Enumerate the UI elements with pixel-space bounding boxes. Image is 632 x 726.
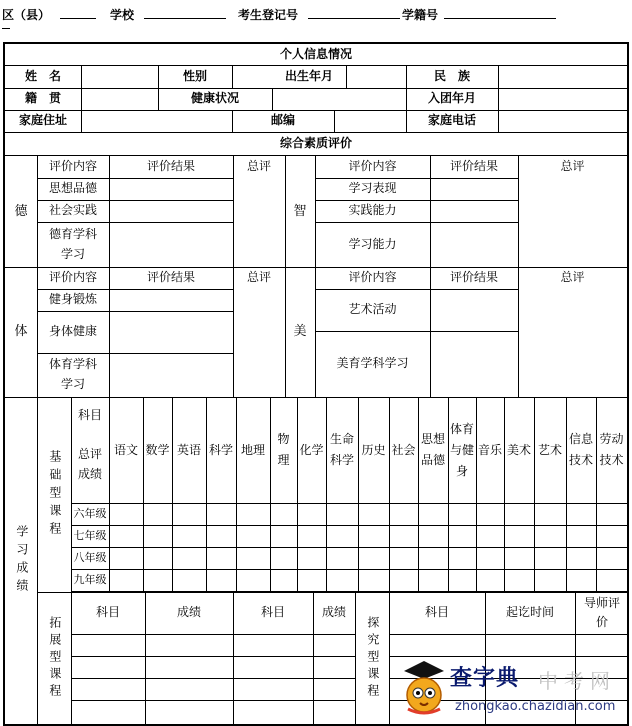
intellect-item: 学习能力: [348, 236, 397, 251]
intellect-col-content: 评价内容: [348, 159, 397, 174]
grid-hline: [71, 678, 355, 679]
postcode-label: 邮编: [270, 113, 295, 128]
aesthetic-item: 美育学科学习: [336, 356, 409, 371]
physical-col-overall: 总评: [246, 270, 271, 285]
subject-header-cell: 劳动技术: [599, 432, 624, 467]
district-blank[interactable]: [60, 18, 96, 19]
ethnicity-label: 民 族: [433, 69, 470, 84]
birth-label: 出生年月: [284, 69, 333, 84]
grade-label: 九年级: [73, 572, 107, 586]
ext-subject-header: 科目: [95, 605, 120, 620]
grid-vline: [232, 65, 233, 88]
aesthetic-label: 美: [293, 324, 307, 340]
intellect-col-result: 评价结果: [449, 159, 498, 174]
intellect-item: 学习表现: [348, 181, 397, 196]
subject-header-cell: 历史: [361, 442, 386, 457]
student-id-blank[interactable]: [444, 18, 556, 19]
grid-vline: [326, 397, 327, 591]
grid-vline: [534, 397, 535, 591]
subject-header-cell: 体育与健身: [450, 421, 475, 478]
grid-vline: [566, 397, 567, 591]
aesthetic-col-content: 评价内容: [348, 270, 397, 285]
moral-item: 思想品德: [48, 181, 97, 196]
grid-vline: [358, 397, 359, 591]
subject-header-cell: 社会: [391, 442, 416, 457]
physical-col-result: 评价结果: [146, 270, 195, 285]
intellect-col-overall: 总评: [560, 159, 585, 174]
grid-vline: [236, 397, 237, 591]
grid-vline: [109, 397, 110, 591]
physical-item: 健身锻炼: [48, 292, 97, 307]
subject-header-cell: 生命科学: [329, 432, 354, 467]
physical-col-content: 评价内容: [48, 270, 97, 285]
watermark-url: zhongkao.chazidian.com: [455, 699, 616, 714]
subject-header-cell: 英语: [176, 442, 201, 457]
native-place-label: 籍 贯: [24, 91, 61, 106]
res-subject-header: 科目: [424, 605, 449, 620]
grid-hline: [5, 88, 627, 89]
moral-col-result: 评价结果: [146, 159, 195, 174]
moral-col-content: 评价内容: [48, 159, 97, 174]
watermark: [400, 657, 628, 723]
gender-label: 性别: [182, 69, 207, 84]
grid-vline: [81, 65, 82, 88]
subject-header-cell: 物理: [277, 432, 290, 467]
school-label: 学校: [110, 8, 135, 22]
physical-item: 体育学科学习: [48, 357, 97, 391]
grid-vline: [498, 88, 499, 110]
intellect-item: 实践能力: [348, 203, 397, 218]
name-label: 姓 名: [24, 69, 61, 84]
subject-header-cell: 音乐: [478, 442, 503, 457]
watermark-brand-suffix: 中考网: [538, 669, 616, 693]
subject-header-cell: 科学: [208, 442, 233, 457]
league-date-label: 入团年月: [427, 91, 476, 106]
district-label: 区（县）: [2, 8, 51, 22]
grid-hline: [71, 634, 355, 635]
moral-col-overall: 总评: [246, 159, 271, 174]
subject-header: 科目: [77, 408, 102, 423]
subject-header-cell: 语文: [113, 442, 138, 457]
grade-label: 六年级: [73, 506, 107, 520]
divider: [2, 28, 10, 29]
grid-vline: [172, 397, 173, 591]
personal-section-title: 个人信息情况: [279, 46, 352, 61]
overall-header: 总评成绩: [77, 447, 102, 481]
form-header: [2, 4, 630, 22]
watermark-brand: 查字典: [450, 666, 520, 691]
grid-hline: [389, 634, 627, 635]
health-label: 健康状况: [190, 91, 239, 106]
ext-subject-header: 科目: [260, 605, 285, 620]
res-time-header: 起讫时间: [505, 605, 554, 620]
exam-id-blank[interactable]: [308, 18, 400, 19]
intellect-label: 智: [293, 203, 307, 219]
research-course-label: 探究型课程: [365, 615, 380, 701]
extended-course-label: 拓展型课程: [47, 615, 62, 701]
academic-label: 学习成绩: [14, 525, 29, 597]
grid-vline: [206, 397, 207, 591]
phone-label: 家庭电话: [427, 113, 476, 128]
moral-item: 社会实践: [48, 203, 97, 218]
aesthetic-col-overall: 总评: [560, 270, 585, 285]
aesthetic-item: 艺术活动: [348, 302, 397, 317]
subject-header-cell: 艺术: [537, 442, 562, 457]
grid-hline: [71, 700, 355, 701]
grid-vline: [448, 397, 449, 591]
grid-vline: [476, 397, 477, 591]
exam-id-label: 考生登记号: [238, 8, 299, 22]
grid-vline: [346, 65, 347, 88]
grid-vline: [334, 110, 335, 132]
physical-label: 体: [14, 324, 28, 340]
grid-vline: [504, 397, 505, 591]
subject-header-cell: 美术: [506, 442, 531, 457]
grade-label: 八年级: [73, 550, 107, 564]
moral-item: 德育学科学习: [48, 226, 97, 261]
school-blank[interactable]: [144, 18, 226, 19]
grid-vline: [596, 397, 597, 591]
grid-vline: [81, 110, 82, 132]
moral-label: 德: [14, 203, 28, 219]
subject-header-cell: 信息技术: [568, 432, 593, 467]
grid-hline: [71, 525, 627, 526]
grid-vline: [498, 110, 499, 132]
ext-score-header: 成绩: [321, 605, 346, 620]
grid-hline: [71, 656, 355, 657]
subject-header-cell: 地理: [240, 442, 265, 457]
grade-label: 七年级: [73, 528, 107, 542]
grid-vline: [389, 397, 390, 591]
address-label: 家庭住址: [18, 113, 67, 128]
res-mentor-header: 导师评价: [583, 595, 620, 629]
subject-header-cell: 数学: [145, 442, 170, 457]
ext-score-header: 成绩: [176, 605, 201, 620]
quality-section-title: 综合素质评价: [279, 136, 352, 151]
grid-hline: [71, 547, 627, 548]
grid-vline: [297, 397, 298, 591]
grid-vline: [143, 397, 144, 591]
basic-course-label: 基础型课程: [47, 450, 62, 540]
grid-vline: [498, 65, 499, 88]
subject-header-cell: 化学: [299, 442, 324, 457]
grid-vline: [81, 88, 82, 110]
student-id-label: 学籍号: [402, 8, 439, 22]
grid-hline: [71, 569, 627, 570]
grid-vline: [270, 397, 271, 591]
grid-vline: [272, 88, 273, 110]
subject-header-cell: 思想品德: [420, 432, 445, 467]
grid-vline: [418, 397, 419, 591]
grid-hline: [71, 503, 627, 504]
mortarboard-owl-icon: [400, 657, 448, 717]
physical-item: 身体健康: [48, 324, 97, 339]
aesthetic-col-result: 评价结果: [449, 270, 498, 285]
